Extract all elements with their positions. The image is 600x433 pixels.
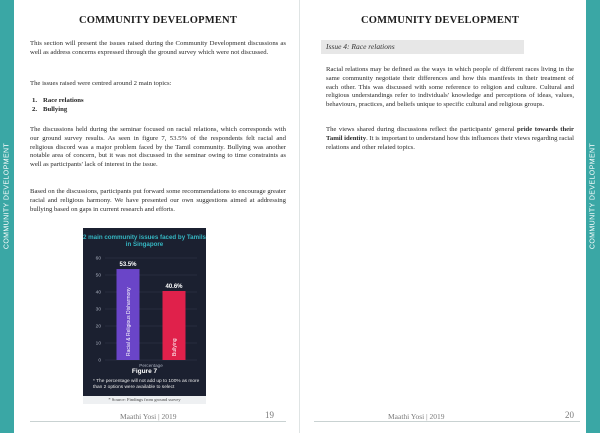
views-paragraph: [326, 126, 574, 152]
y-tick-label: 0: [98, 358, 101, 364]
bar-category-label: Bullying: [171, 338, 178, 356]
figure-7-chart: [83, 228, 206, 404]
bar-value-label: 53.5%: [119, 262, 137, 269]
views-text-end: . It is important to understand how this influences their views regarding racial relations and other related topics.: [326, 134, 574, 151]
figure-label: Figure 7: [131, 368, 158, 375]
topic-label: Race relations: [43, 97, 84, 104]
issue-heading: Issue 4: Race relations: [326, 42, 395, 51]
x-axis-label: Percentage: [139, 363, 163, 368]
right-footer-rule: [314, 421, 580, 422]
topic-item: [32, 105, 84, 114]
intro-paragraph: This section will present the issues raised during the Community Development discussions as well as address concerns expressed through the ground survey which were not discussed.: [30, 40, 286, 56]
y-tick-label: 10: [95, 341, 101, 347]
bar-value-label: 40.6%: [165, 283, 183, 290]
left-side-label: [0, 0, 14, 433]
topic-list: [32, 96, 84, 114]
recommendations-paragraph: Based on the discussions, participants put forward some recommendations to encourage greater racial and religious harmony. We have presented our own suggestions aimed at addressing bullying based on gaps in current research and efforts.: [30, 188, 286, 213]
views-text-start: The views shared during discussions reflect the participants' general: [326, 126, 518, 133]
left-side-label-text: COMMUNITY DEVELOPMENT: [3, 142, 11, 250]
topic-item: [32, 96, 84, 105]
right-footer: Maathi Yosi | 2019: [388, 412, 445, 421]
left-footer: Maathi Yosi | 2019: [120, 412, 177, 421]
page-divider: [299, 0, 300, 433]
chart-bars: [117, 262, 186, 360]
bar-chart-svg: [83, 228, 206, 404]
y-tick-label: 20: [95, 324, 101, 330]
bar-category-label: Racial & Religious Disharmony: [125, 287, 132, 356]
left-page-number: 19: [265, 410, 274, 420]
views-text-bold: pride towards their Tamil identity: [326, 126, 574, 142]
y-tick-label: 40: [95, 290, 101, 296]
right-side-label-text: COMMUNITY DEVELOPMENT: [589, 142, 597, 250]
right-side-label: [586, 0, 600, 433]
chart-title: 2 main community issues faced by Tamils in Singapore: [83, 234, 206, 249]
right-page-number: 20: [565, 410, 574, 420]
left-page-title: COMMUNITY DEVELOPMENT: [78, 15, 238, 26]
race-relations-paragraph: Racial relations may be defined as the ways in which people of different races living in the same community negotiate their differences and how this manifests in their treatment of each other. This was discussed with some reference to religion and culture. Cultural and religious understandings refer to individuals' knowledge and perceptions of ideas, values, behaviours, practices, and beliefs unique to specific cultural and religious groups.: [326, 66, 574, 109]
chart-source: * Source: Findings from ground survey: [83, 396, 206, 404]
y-tick-label: 50: [95, 273, 101, 279]
chart-note: * The percentage will not add up to 100% as more than 2 options were available to select: [93, 379, 200, 390]
left-footer-rule: [30, 421, 286, 422]
discussion-paragraph: The discussions held during the seminar focused on racial relations, which corresponds with our ground survey results. As seen in figure 7, 53.5% of the respondents felt racial and religious discord was a major problem faced by the Tamil community. Bullying was another notable area of concern, but it was not discussed in the seminar owing to time constraints as well as participants' lack of interest in the issue.: [30, 126, 286, 169]
y-tick-label: 30: [95, 307, 101, 313]
issue-heading-box: [321, 40, 524, 54]
topic-label: Bullying: [43, 106, 68, 113]
topic-number: 1.: [32, 97, 38, 104]
right-page-title: COMMUNITY DEVELOPMENT: [360, 15, 520, 26]
topic-number: 2.: [32, 106, 38, 113]
y-tick-label: 60: [95, 256, 101, 262]
issues-lead-paragraph: The issues raised were centred around 2 main topics:: [30, 80, 172, 87]
